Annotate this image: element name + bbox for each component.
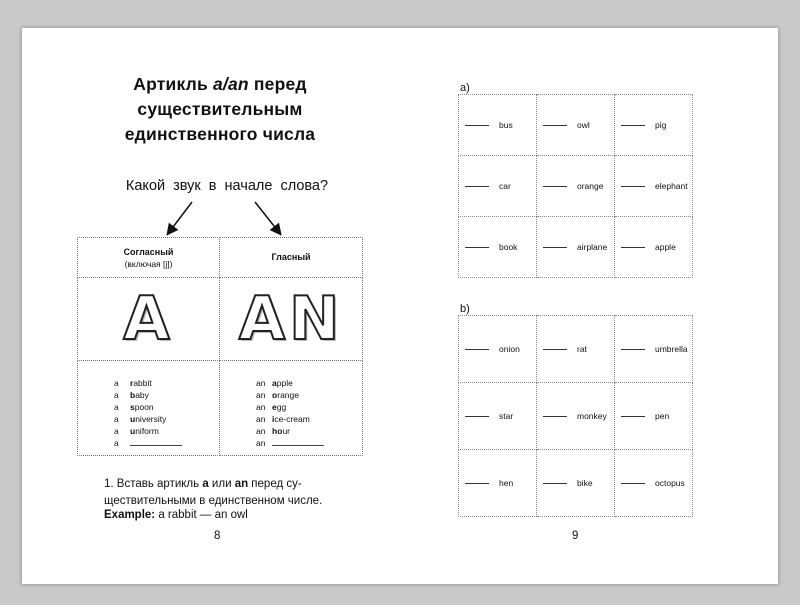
- article-blank-input[interactable]: [543, 186, 567, 187]
- word-cell: [537, 156, 615, 217]
- vowel-header: Гласный: [271, 251, 311, 262]
- example-article: a: [114, 414, 119, 424]
- blank-line: [130, 437, 182, 446]
- instruction-line-2: ществительными в единственном числе.: [104, 495, 323, 507]
- example-word-rest: ce-cream: [274, 414, 310, 424]
- word-cell: [615, 316, 693, 383]
- word-label: onion: [499, 344, 520, 354]
- article-blank-input[interactable]: [621, 125, 645, 126]
- big-an-letter: AN: [238, 284, 344, 354]
- rules-header-row: [78, 238, 363, 278]
- example-article: an: [256, 378, 266, 388]
- vowel-header-cell: [220, 238, 363, 278]
- word-cell-content: [615, 411, 692, 421]
- article-blank-input[interactable]: [621, 186, 645, 187]
- example-article: a: [114, 426, 119, 436]
- title-article: a/an: [213, 74, 249, 94]
- right-page: [420, 28, 778, 584]
- article-blank-input[interactable]: [465, 483, 489, 484]
- word-row: [459, 217, 693, 278]
- example-text: a rabbit — an owl: [155, 509, 248, 521]
- word-row: [459, 450, 693, 517]
- example-word-rest: gg: [276, 402, 287, 412]
- vowel-blank-line: [256, 437, 362, 449]
- word-cell-content: [459, 242, 536, 252]
- blank-line: [272, 437, 324, 446]
- word-label: octopus: [655, 478, 685, 488]
- example-first-sound: a: [272, 378, 277, 388]
- word-label: bus: [499, 120, 513, 130]
- word-cell: [459, 217, 537, 278]
- article-blank-input[interactable]: [621, 483, 645, 484]
- arrows-graphic: [122, 198, 322, 238]
- title-prefix: Артикль: [133, 74, 213, 94]
- example-first-sound: o: [272, 390, 278, 400]
- word-cell-content: [615, 242, 692, 252]
- word-label: airplane: [577, 242, 608, 252]
- word-label: car: [499, 181, 511, 191]
- question-text: Какой звук в начале слова?: [125, 178, 329, 194]
- examples-row: [78, 361, 363, 456]
- example-word-rest: range: [277, 390, 299, 400]
- instruction-a: a: [202, 478, 209, 490]
- example-first-sound: u: [130, 426, 136, 436]
- left-page: [22, 28, 420, 584]
- word-label: bike: [577, 478, 593, 488]
- consonant-subheader: (включая [j]): [124, 258, 173, 269]
- word-label: elephant: [655, 181, 688, 191]
- page-number-right: 9: [572, 530, 579, 542]
- word-cell: [537, 316, 615, 383]
- example-first-sound: ho: [272, 426, 283, 436]
- word-row: [459, 316, 693, 383]
- word-cell-content: [459, 478, 536, 488]
- word-label: umbrella: [655, 344, 688, 354]
- consonant-header: Согласный: [123, 246, 174, 257]
- word-cell: [615, 383, 693, 450]
- word-cell-content: [537, 411, 614, 421]
- consonant-blank-line: [114, 437, 219, 449]
- example-first-sound: r: [130, 378, 134, 388]
- article-blank-input[interactable]: [465, 247, 489, 248]
- word-cell: [459, 383, 537, 450]
- word-cell: [615, 95, 693, 156]
- word-cell: [615, 217, 693, 278]
- word-label: orange: [577, 181, 604, 191]
- word-label: star: [499, 411, 514, 421]
- example-item: [114, 401, 219, 413]
- article-blank-input[interactable]: [621, 416, 645, 417]
- word-label: monkey: [577, 411, 607, 421]
- section-b-table: [458, 315, 693, 517]
- example-item: [256, 401, 362, 413]
- arrow-right-icon: [255, 202, 278, 231]
- example-item: [256, 377, 362, 389]
- article-blank-input[interactable]: [543, 483, 567, 484]
- instruction-line-1: [104, 476, 366, 493]
- word-cell: [615, 156, 693, 217]
- word-cell: [459, 316, 537, 383]
- example-first-sound: s: [130, 402, 135, 412]
- example-item: [114, 389, 219, 401]
- instruction-post: перед су-: [248, 478, 302, 490]
- example-first-sound: b: [130, 390, 136, 400]
- instruction-mid: или: [208, 478, 235, 490]
- word-cell: [615, 450, 693, 517]
- example-word-rest: niform: [135, 426, 159, 436]
- word-cell-content: [459, 120, 536, 130]
- word-cell: [459, 95, 537, 156]
- book-spread: [22, 28, 778, 584]
- example-article: an: [256, 402, 266, 412]
- article-rules-table: [77, 237, 363, 456]
- word-cell: [459, 450, 537, 517]
- title-suffix: перед: [248, 74, 307, 94]
- word-cell: [537, 450, 615, 517]
- example-first-sound: i: [272, 414, 275, 424]
- instruction-number: 1.: [104, 478, 114, 490]
- article-blank-input[interactable]: [465, 186, 489, 187]
- example-item: [114, 425, 219, 437]
- example-item: [114, 413, 219, 425]
- example-first-sound: e: [272, 402, 277, 412]
- example-article: an: [256, 390, 266, 400]
- example-line: [104, 509, 248, 521]
- big-letters-row: [78, 278, 363, 361]
- word-label: owl: [577, 120, 590, 130]
- big-a-cell: [78, 278, 220, 361]
- big-a-letter: A: [123, 284, 174, 354]
- example-label: Example:: [104, 509, 156, 521]
- example-item: [114, 377, 219, 389]
- word-label: pig: [655, 120, 667, 130]
- example-word-rest: niversity: [135, 414, 167, 424]
- word-cell-content: [537, 242, 614, 252]
- word-row: [459, 156, 693, 217]
- word-label: apple: [655, 242, 676, 252]
- word-cell-content: [537, 120, 614, 130]
- word-cell-content: [459, 181, 536, 191]
- big-an-cell: [220, 278, 363, 361]
- word-cell-content: [615, 181, 692, 191]
- article-blank-input[interactable]: [465, 349, 489, 350]
- example-word-rest: aby: [135, 390, 149, 400]
- word-cell-content: [615, 478, 692, 488]
- example-first-sound: u: [130, 414, 136, 424]
- arrow-left-icon: [170, 202, 192, 231]
- title-line-1: [77, 72, 363, 97]
- article-blank-input[interactable]: [543, 125, 567, 126]
- example-article: an: [256, 414, 266, 424]
- exercise-instruction: [104, 476, 366, 510]
- example-article: a: [114, 402, 119, 412]
- consonant-blank-article: a: [114, 438, 119, 448]
- word-cell-content: [537, 344, 614, 354]
- example-word-rest: abbit: [133, 378, 152, 388]
- example-article: a: [114, 390, 119, 400]
- word-row: [459, 383, 693, 450]
- word-label: pen: [655, 411, 670, 421]
- word-cell-content: [615, 120, 692, 130]
- word-cell-content: [459, 344, 536, 354]
- vowel-example-list: [256, 377, 362, 437]
- section-a-label: a): [460, 82, 470, 94]
- instruction-pre: Вставь артикль: [113, 478, 203, 490]
- article-blank-input[interactable]: [543, 247, 567, 248]
- article-blank-input[interactable]: [465, 416, 489, 417]
- article-blank-input[interactable]: [621, 349, 645, 350]
- word-cell: [537, 217, 615, 278]
- example-item: [256, 413, 362, 425]
- article-blank-input[interactable]: [543, 349, 567, 350]
- word-cell: [459, 156, 537, 217]
- example-word-rest: ur: [282, 426, 290, 436]
- article-blank-input[interactable]: [543, 416, 567, 417]
- consonant-header-cell: [78, 238, 220, 278]
- vowel-blank-article: an: [256, 438, 266, 448]
- example-article: an: [256, 426, 266, 436]
- word-cell-content: [537, 181, 614, 191]
- example-item: [256, 389, 362, 401]
- word-label: rat: [577, 344, 587, 354]
- section-b-label: b): [460, 303, 470, 315]
- vowel-examples: [220, 361, 363, 456]
- consonant-examples: [78, 361, 220, 456]
- article-blank-input[interactable]: [621, 247, 645, 248]
- example-word-rest: poon: [134, 402, 154, 412]
- example-article: a: [114, 378, 119, 388]
- word-cell-content: [537, 478, 614, 488]
- word-cell: [537, 95, 615, 156]
- word-cell-content: [459, 411, 536, 421]
- article-blank-input[interactable]: [465, 125, 489, 126]
- title-line-2: существительным: [137, 99, 303, 119]
- word-label: book: [499, 242, 518, 252]
- word-cell-content: [615, 344, 692, 354]
- word-cell: [537, 383, 615, 450]
- instruction-an: an: [234, 478, 249, 490]
- word-row: [459, 95, 693, 156]
- consonant-example-list: [114, 377, 219, 437]
- word-label: hen: [499, 478, 514, 488]
- page-title: [77, 72, 363, 147]
- example-item: [256, 425, 362, 437]
- section-a-table: [458, 94, 693, 278]
- title-line-3: единственного числа: [124, 124, 316, 144]
- example-word-rest: pple: [276, 378, 293, 388]
- page-number-left: 8: [214, 530, 221, 542]
